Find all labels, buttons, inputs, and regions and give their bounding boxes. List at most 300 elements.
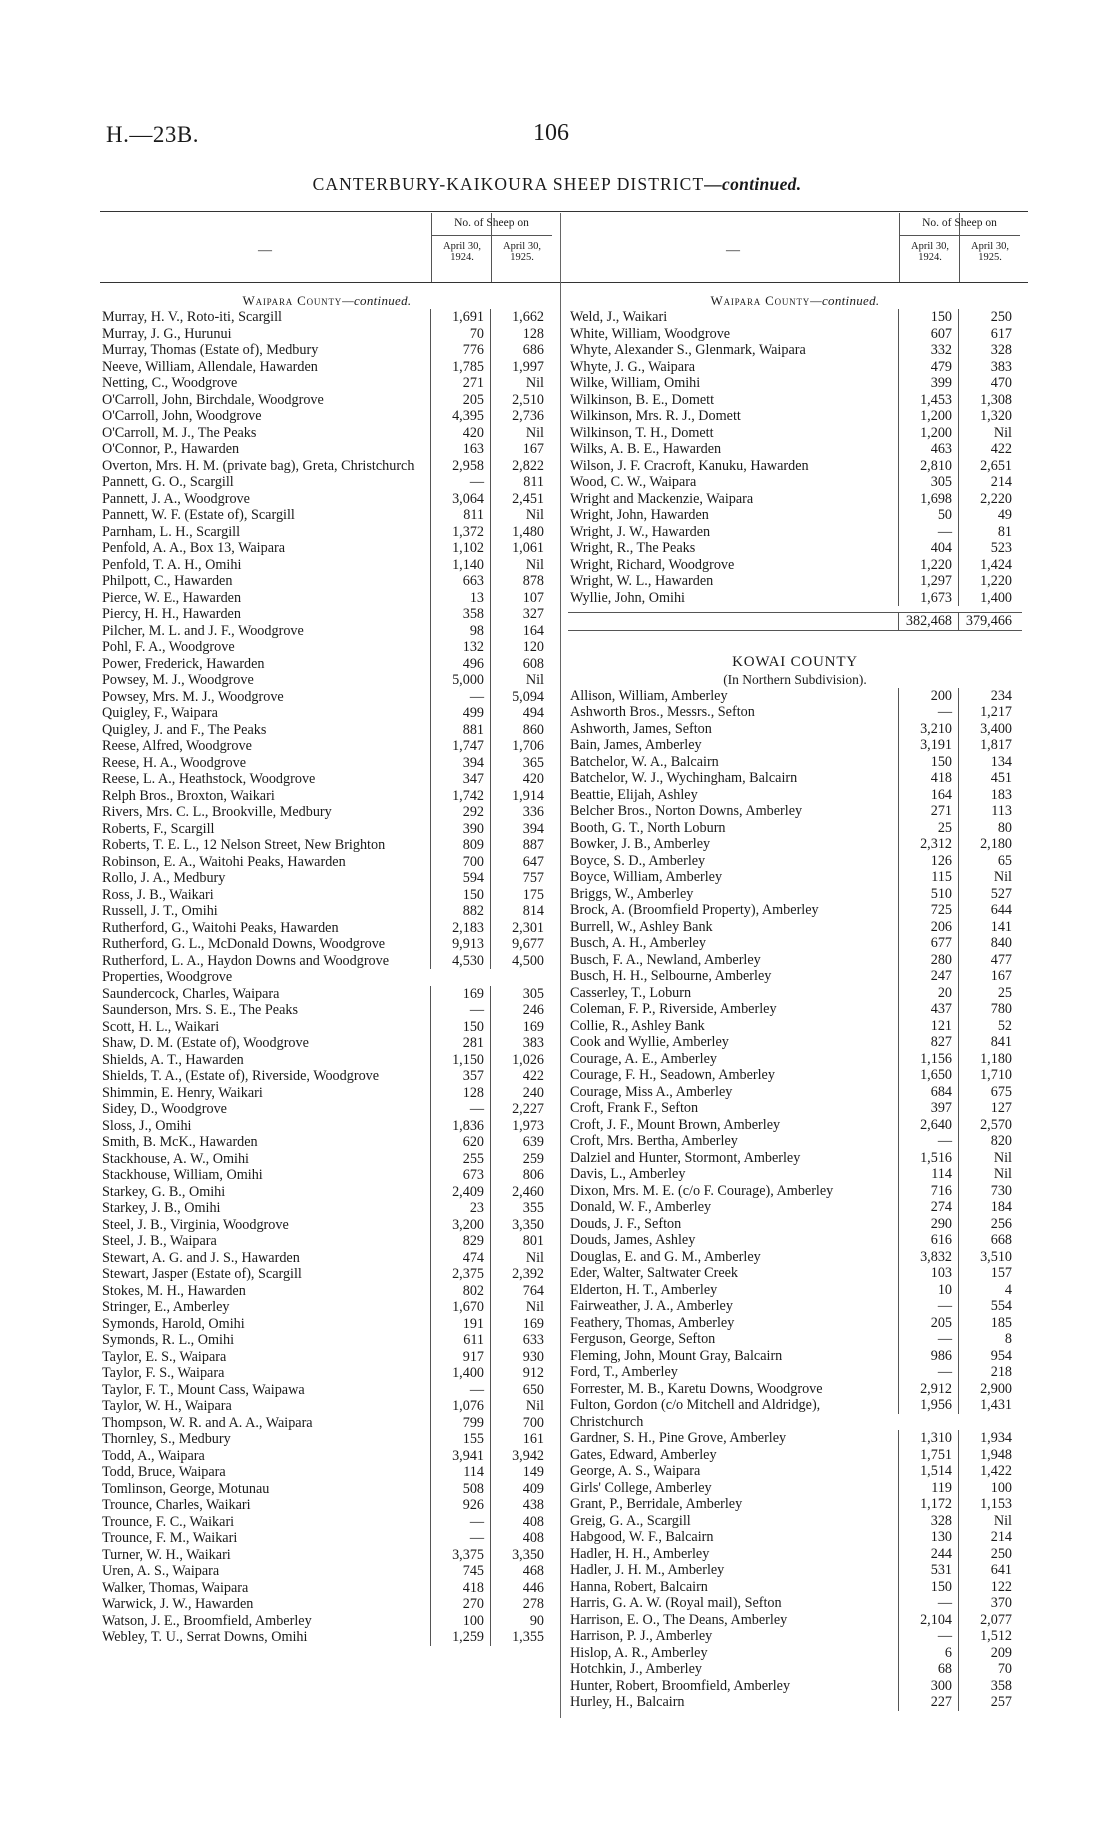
owner-name: Habgood, W. F., Balcairn bbox=[570, 1529, 714, 1545]
sheep-1924: 2,183 bbox=[430, 920, 490, 937]
owner-name: Fleming, John, Mount Gray, Balcairn bbox=[570, 1347, 783, 1364]
sheep-1924: 827 bbox=[898, 1034, 958, 1051]
table-row bbox=[100, 392, 554, 409]
table-row bbox=[568, 803, 1022, 820]
sheep-1925: Nil bbox=[490, 1299, 550, 1316]
sheep-1925: 1,480 bbox=[490, 524, 550, 541]
sheep-1924: 1,259 bbox=[430, 1629, 490, 1646]
title-suffix: —continued. bbox=[704, 174, 802, 194]
owner-name: Reese, H. A., Woodgrove bbox=[102, 754, 246, 771]
sheep-1925: 878 bbox=[490, 573, 550, 590]
column-separator bbox=[560, 213, 561, 1718]
table-row bbox=[568, 1183, 1022, 1200]
owner-name: Courage, A. E., Amberley bbox=[570, 1050, 717, 1067]
owner-name: Reese, Alfred, Woodgrove bbox=[102, 738, 252, 754]
owner-name: Pannett, J. A., Woodgrove bbox=[102, 490, 250, 507]
sheep-1925: 1,710 bbox=[958, 1067, 1018, 1084]
sheep-1925: 954 bbox=[958, 1348, 1018, 1365]
owner-name: Power, Frederick, Hawarden bbox=[102, 655, 265, 672]
sheep-1925: 841 bbox=[958, 1034, 1018, 1051]
table-row bbox=[568, 507, 1022, 524]
table-row bbox=[568, 985, 1022, 1002]
owner-name: Busch, H. H., Selbourne, Amberley bbox=[570, 968, 772, 984]
table-row bbox=[100, 1118, 554, 1135]
sheep-1925: 218 bbox=[958, 1364, 1018, 1381]
sheep-1924: 1,140 bbox=[430, 557, 490, 574]
sheep-1924: 802 bbox=[430, 1283, 490, 1300]
sheep-1925: 183 bbox=[958, 787, 1018, 804]
table-row bbox=[100, 1002, 554, 1019]
col-1925-header: April 30, 1925. bbox=[971, 241, 1009, 263]
table-row bbox=[568, 1381, 1022, 1398]
sheep-1924: 119 bbox=[898, 1480, 958, 1497]
sheep-1924: 2,810 bbox=[898, 458, 958, 475]
sheep-1924: 399 bbox=[898, 375, 958, 392]
sheep-1924: 390 bbox=[430, 821, 490, 838]
owner-name: Douglas, E. and G. M., Amberley bbox=[570, 1248, 761, 1265]
table-row bbox=[568, 474, 1022, 491]
table-row bbox=[100, 705, 554, 722]
sheep-1925: Nil bbox=[958, 1513, 1018, 1530]
sheep-1924: 809 bbox=[430, 837, 490, 854]
table-row bbox=[568, 524, 1022, 541]
owner-name: Croft, J. F., Mount Brown, Amberley bbox=[570, 1116, 781, 1133]
sheep-1924: — bbox=[898, 1331, 958, 1348]
sheep-1924: 418 bbox=[430, 1580, 490, 1597]
table-row bbox=[100, 557, 554, 574]
sheep-1925: 328 bbox=[958, 342, 1018, 359]
table-row bbox=[568, 1562, 1022, 1579]
owner-name: Uren, A. S., Waipara bbox=[102, 1563, 220, 1579]
table-row bbox=[568, 1232, 1022, 1249]
name-header: — bbox=[726, 243, 740, 258]
sheep-1924: 479 bbox=[898, 359, 958, 376]
table-row bbox=[100, 441, 554, 458]
sheep-1924: — bbox=[898, 1628, 958, 1645]
right-table-head bbox=[568, 213, 1022, 282]
owner-name: Saundercock, Charles, Waipara bbox=[102, 985, 280, 1002]
owner-name: Symonds, Harold, Omihi bbox=[102, 1315, 245, 1332]
owner-name: Neeve, William, Allendale, Hawarden bbox=[102, 358, 318, 375]
owner-name: Hotchkin, J., Amberley bbox=[570, 1661, 703, 1677]
owner-name: Relph Bros., Broxton, Waikari bbox=[102, 787, 275, 804]
sheep-1924: 510 bbox=[898, 886, 958, 903]
owner-name: Grant, P., Berridale, Amberley bbox=[570, 1496, 743, 1512]
owner-name: Wright and Mackenzie, Waipara bbox=[570, 490, 754, 507]
sheep-1925: 1,400 bbox=[958, 590, 1018, 607]
owner-name: Stringer, E., Amberley bbox=[102, 1299, 230, 1315]
table-row bbox=[568, 820, 1022, 837]
sheep-1924: 2,312 bbox=[898, 836, 958, 853]
sheep-1924: 3,200 bbox=[430, 1217, 490, 1234]
sheep-1924: 616 bbox=[898, 1232, 958, 1249]
owner-name: Wyllie, John, Omihi bbox=[570, 589, 686, 606]
owner-name: Warwick, J. W., Hawarden bbox=[102, 1596, 254, 1612]
sheep-1925: Nil bbox=[958, 425, 1018, 442]
owner-name: Stewart, Jasper (Estate of), Scargill bbox=[102, 1266, 302, 1282]
table-row bbox=[568, 737, 1022, 754]
sheep-1925: 686 bbox=[490, 342, 550, 359]
sheep-1924: 103 bbox=[898, 1265, 958, 1282]
table-row bbox=[100, 1464, 554, 1481]
sheep-1924: 881 bbox=[430, 722, 490, 739]
sheep-1925: 127 bbox=[958, 1100, 1018, 1117]
table-row bbox=[100, 804, 554, 821]
table-row bbox=[568, 952, 1022, 969]
table-row bbox=[568, 770, 1022, 787]
table-row bbox=[568, 326, 1022, 343]
table-row bbox=[100, 491, 554, 508]
sheep-1925: 2,736 bbox=[490, 408, 550, 425]
owner-name: White, William, Woodgrove bbox=[570, 325, 731, 342]
table-row bbox=[100, 1349, 554, 1366]
sheep-1924: 725 bbox=[898, 902, 958, 919]
table-row bbox=[100, 903, 554, 920]
owner-name: Murray, Thomas (Estate of), Medbury bbox=[102, 342, 319, 358]
table-row bbox=[100, 1035, 554, 1052]
sheep-1924: 2,104 bbox=[898, 1612, 958, 1629]
table-row bbox=[568, 1694, 1022, 1711]
table-row bbox=[100, 722, 554, 739]
owner-name: Scott, H. L., Waikari bbox=[102, 1018, 220, 1035]
sheep-group-header: No. of Sheep on bbox=[922, 217, 997, 229]
name-header: — bbox=[258, 243, 272, 258]
table-row bbox=[100, 474, 554, 491]
owner-name: Smith, B. McK., Hawarden bbox=[102, 1134, 258, 1150]
sheep-1924: 205 bbox=[898, 1315, 958, 1332]
owner-name: Pohl, F. A., Woodgrove bbox=[102, 639, 235, 655]
sheep-1924: 13 bbox=[430, 590, 490, 607]
table-row bbox=[100, 309, 554, 326]
owner-name: Thornley, S., Medbury bbox=[102, 1431, 231, 1447]
sheep-1924: 1,150 bbox=[430, 1052, 490, 1069]
sheep-1924: 290 bbox=[898, 1216, 958, 1233]
sheep-1925: 860 bbox=[490, 722, 550, 739]
sheep-1924: 745 bbox=[430, 1563, 490, 1580]
table-row bbox=[100, 1052, 554, 1069]
owner-name: Cook and Wyllie, Amberley bbox=[570, 1034, 729, 1050]
table-row bbox=[100, 1613, 554, 1630]
owner-name: Courage, Miss A., Amberley bbox=[570, 1083, 733, 1100]
table-row bbox=[100, 1481, 554, 1498]
sheep-1925: 80 bbox=[958, 820, 1018, 837]
table-row bbox=[568, 1034, 1022, 1051]
owner-name: Rollo, J. A., Medbury bbox=[102, 870, 226, 886]
sheep-1925: 408 bbox=[490, 1514, 550, 1531]
sheep-1924: — bbox=[898, 1364, 958, 1381]
sheep-1924: 121 bbox=[898, 1018, 958, 1035]
sheep-1925: 175 bbox=[490, 887, 550, 904]
sheep-1924: 100 bbox=[430, 1613, 490, 1630]
sheep-1924: 620 bbox=[430, 1134, 490, 1151]
owner-name: Ashworth, James, Sefton bbox=[570, 720, 712, 737]
right-rows bbox=[568, 309, 1022, 606]
table-row bbox=[568, 573, 1022, 590]
owner-name: Taylor, W. H., Waipara bbox=[102, 1398, 232, 1414]
sheep-1924: 10 bbox=[898, 1282, 958, 1299]
sheep-1925: 523 bbox=[958, 540, 1018, 557]
table-row bbox=[100, 854, 554, 871]
sheep-1925: 1,308 bbox=[958, 392, 1018, 409]
owner-name: Pilcher, M. L. and J. F., Woodgrove bbox=[102, 622, 304, 639]
owner-name: Rivers, Mrs. C. L., Brookville, Medbury bbox=[102, 804, 332, 820]
sheep-1925: 912 bbox=[490, 1365, 550, 1382]
section-heading: Waipara County—continued. bbox=[242, 293, 412, 308]
table-row bbox=[568, 1595, 1022, 1612]
table-row bbox=[100, 1497, 554, 1514]
table-row bbox=[100, 1580, 554, 1597]
sheep-1924: 684 bbox=[898, 1084, 958, 1101]
sheep-1924: 1,836 bbox=[430, 1118, 490, 1135]
owner-name: Weld, J., Waikari bbox=[570, 309, 668, 325]
owner-name: Harrison, P. J., Amberley bbox=[570, 1628, 713, 1644]
table-row bbox=[100, 1596, 554, 1613]
sheep-group-header: No. of Sheep on bbox=[454, 217, 529, 229]
table-row bbox=[100, 1134, 554, 1151]
left-column bbox=[100, 213, 554, 1646]
sheep-1925: 120 bbox=[490, 639, 550, 656]
sheep-1924: 463 bbox=[898, 441, 958, 458]
table-row bbox=[100, 1068, 554, 1085]
sheep-1925: 185 bbox=[958, 1315, 1018, 1332]
sheep-1924: — bbox=[898, 1133, 958, 1150]
sheep-1925: 394 bbox=[490, 821, 550, 838]
owner-name: Rutherford, L. A., Haydon Downs and Woodgrove Properties, Woodgrove bbox=[102, 952, 390, 985]
table-row bbox=[100, 1217, 554, 1234]
sheep-1925: 9,677 bbox=[490, 936, 550, 953]
sheep-1925: 494 bbox=[490, 705, 550, 722]
owner-name: Wright, W. L., Hawarden bbox=[570, 573, 714, 589]
owner-name: Davis, L., Amberley bbox=[570, 1166, 686, 1182]
table-row bbox=[100, 689, 554, 706]
sheep-1924: 1,156 bbox=[898, 1051, 958, 1068]
sheep-1924: 1,785 bbox=[430, 359, 490, 376]
owner-name: Whyte, Alexander S., Glenmark, Waipara bbox=[570, 342, 806, 358]
sheep-1924: 799 bbox=[430, 1415, 490, 1432]
table-row bbox=[568, 1463, 1022, 1480]
owner-name: Stackhouse, William, Omihi bbox=[102, 1167, 263, 1183]
sheep-1924: 1,297 bbox=[898, 573, 958, 590]
sheep-1924: 394 bbox=[430, 755, 490, 772]
total-1925: 379,466 bbox=[958, 613, 1018, 630]
page-ref: H.—23B. bbox=[106, 122, 199, 147]
table-row bbox=[100, 573, 554, 590]
sheep-1925: 438 bbox=[490, 1497, 550, 1514]
sheep-1925: 1,061 bbox=[490, 540, 550, 557]
table-row bbox=[568, 1018, 1022, 1035]
sheep-1924: — bbox=[430, 1002, 490, 1019]
sheep-1925: 305 bbox=[490, 986, 550, 1003]
table-row bbox=[100, 458, 554, 475]
sheep-1924: 130 bbox=[898, 1529, 958, 1546]
owner-name: Murray, J. G., Hurunui bbox=[102, 325, 232, 342]
sheep-1925: 2,077 bbox=[958, 1612, 1018, 1629]
sheep-1925: 90 bbox=[490, 1613, 550, 1630]
owner-name: Donald, W. F., Amberley bbox=[570, 1199, 712, 1215]
owner-name: Batchelor, W. A., Balcairn bbox=[570, 753, 719, 770]
owner-name: Shields, T. A., (Estate of), Riverside, Woodgrove bbox=[102, 1068, 380, 1084]
owner-name: Turner, W. H., Waikari bbox=[102, 1546, 231, 1563]
sheep-1925: 757 bbox=[490, 870, 550, 887]
right-column bbox=[568, 213, 1022, 1711]
owner-name: Netting, C., Woodgrove bbox=[102, 375, 238, 391]
table-row bbox=[568, 1298, 1022, 1315]
owner-name: Wright, J. W., Hawarden bbox=[570, 523, 711, 540]
table-row bbox=[100, 920, 554, 937]
sheep-1925: 617 bbox=[958, 326, 1018, 343]
table-row bbox=[568, 836, 1022, 853]
sheep-1925: 420 bbox=[490, 771, 550, 788]
sheep-1925: 336 bbox=[490, 804, 550, 821]
sheep-1925: 1,934 bbox=[958, 1430, 1018, 1447]
sheep-1924: 3,941 bbox=[430, 1448, 490, 1465]
table-row bbox=[568, 359, 1022, 376]
sheep-1924: 280 bbox=[898, 952, 958, 969]
table-row bbox=[100, 1266, 554, 1283]
sheep-1924: 1,670 bbox=[430, 1299, 490, 1316]
owner-name: Elderton, H. T., Amberley bbox=[570, 1281, 718, 1298]
owner-name: Wilks, A. B. E., Hawarden bbox=[570, 441, 722, 457]
owner-name: Briggs, W., Amberley bbox=[570, 885, 694, 902]
sheep-1924: 1,453 bbox=[898, 392, 958, 409]
sheep-1925: 383 bbox=[958, 359, 1018, 376]
table-row bbox=[568, 935, 1022, 952]
table-row bbox=[568, 1084, 1022, 1101]
sheep-1925: 167 bbox=[490, 441, 550, 458]
sheep-1924: 114 bbox=[430, 1464, 490, 1481]
left-table-head bbox=[100, 213, 554, 282]
sheep-1925: 1,431 bbox=[958, 1397, 1018, 1414]
sheep-1925: 422 bbox=[490, 1068, 550, 1085]
sheep-1924: 328 bbox=[898, 1513, 958, 1530]
top-rule bbox=[100, 211, 1028, 212]
sheep-1925: 408 bbox=[490, 1530, 550, 1547]
sheep-1925: 25 bbox=[958, 985, 1018, 1002]
table-row bbox=[100, 755, 554, 772]
owner-name: O'Carroll, John, Woodgrove bbox=[102, 408, 262, 424]
sheep-1924: 20 bbox=[898, 985, 958, 1002]
owner-name: Webley, T. U., Serrat Downs, Omihi bbox=[102, 1629, 308, 1645]
sheep-1924: 611 bbox=[430, 1332, 490, 1349]
sheep-1924: 1,076 bbox=[430, 1398, 490, 1415]
table-row bbox=[568, 1067, 1022, 1084]
sheep-1925: 1,217 bbox=[958, 704, 1018, 721]
sheep-1925: 70 bbox=[958, 1661, 1018, 1678]
sheep-1924: 607 bbox=[898, 326, 958, 343]
owner-name: Murray, H. V., Roto-iti, Scargill bbox=[102, 309, 282, 325]
owner-name: Starkey, J. B., Omihi bbox=[102, 1200, 221, 1216]
sheep-1925: 358 bbox=[958, 1678, 1018, 1695]
sheep-1924: 1,172 bbox=[898, 1496, 958, 1513]
sheep-1925: 1,512 bbox=[958, 1628, 1018, 1645]
sheep-1924: 3,375 bbox=[430, 1547, 490, 1564]
owner-name: Hurley, H., Balcairn bbox=[570, 1694, 685, 1710]
sheep-1925: 451 bbox=[958, 770, 1018, 787]
sheep-1925: 3,350 bbox=[490, 1547, 550, 1564]
owner-name: Reese, L. A., Heathstock, Woodgrove bbox=[102, 771, 316, 787]
table-row bbox=[100, 1629, 554, 1646]
sheep-1925: 164 bbox=[490, 623, 550, 640]
sheep-1925: 246 bbox=[490, 1002, 550, 1019]
owner-name: Gardner, S. H., Pine Grove, Amberley bbox=[570, 1430, 787, 1446]
owner-name: Stackhouse, A. W., Omihi bbox=[102, 1150, 249, 1167]
sheep-1924: 1,102 bbox=[430, 540, 490, 557]
sheep-1924: 2,912 bbox=[898, 1381, 958, 1398]
table-row bbox=[568, 392, 1022, 409]
table-row bbox=[568, 853, 1022, 870]
sheep-1925: 2,570 bbox=[958, 1117, 1018, 1134]
table-row bbox=[568, 1480, 1022, 1497]
sheep-1925: 4,500 bbox=[490, 953, 550, 970]
owner-name: Forrester, M. B., Karetu Downs, Woodgrove bbox=[570, 1380, 823, 1397]
sheep-1925: 647 bbox=[490, 854, 550, 871]
sheep-1924: 150 bbox=[430, 1019, 490, 1036]
sheep-1924: 420 bbox=[430, 425, 490, 442]
table-row bbox=[100, 1448, 554, 1465]
sheep-1924: 1,751 bbox=[898, 1447, 958, 1464]
table-row bbox=[100, 837, 554, 854]
table-row bbox=[568, 458, 1022, 475]
table-row bbox=[568, 1199, 1022, 1216]
owner-name: Batchelor, W. J., Wychingham, Balcairn bbox=[570, 770, 798, 786]
table-row bbox=[100, 1332, 554, 1349]
table-row bbox=[568, 1529, 1022, 1546]
sheep-1925: 370 bbox=[958, 1595, 1018, 1612]
sheep-1924: — bbox=[898, 1595, 958, 1612]
table-row bbox=[568, 869, 1022, 886]
owner-name: Sloss, J., Omihi bbox=[102, 1117, 192, 1134]
sheep-1925: Nil bbox=[490, 1250, 550, 1267]
owner-name: Casserley, T., Loburn bbox=[570, 984, 692, 1001]
table-row bbox=[568, 540, 1022, 557]
sheep-1924: 4,530 bbox=[430, 953, 490, 970]
sheep-1924: 673 bbox=[430, 1167, 490, 1184]
sheep-1924: 474 bbox=[430, 1250, 490, 1267]
table-row bbox=[100, 1151, 554, 1168]
sheep-1925: 257 bbox=[958, 1694, 1018, 1711]
owner-name: Starkey, G. B., Omihi bbox=[102, 1183, 226, 1200]
owner-name: Saunderson, Mrs. S. E., The Peaks bbox=[102, 1002, 298, 1018]
table-row bbox=[100, 1233, 554, 1250]
owner-name: Powsey, Mrs. M. J., Woodgrove bbox=[102, 688, 284, 705]
sheep-1925: 157 bbox=[958, 1265, 1018, 1282]
table-row bbox=[568, 1612, 1022, 1629]
owner-name: Robinson, E. A., Waitohi Peaks, Hawarden bbox=[102, 853, 346, 870]
table-row bbox=[100, 590, 554, 607]
sheep-1924: 1,742 bbox=[430, 788, 490, 805]
sheep-1924: 292 bbox=[430, 804, 490, 821]
table-row bbox=[100, 1563, 554, 1580]
owner-name: Wilke, William, Omihi bbox=[570, 375, 701, 391]
sheep-1925: 930 bbox=[490, 1349, 550, 1366]
owner-name: Quigley, F., Waipara bbox=[102, 705, 218, 721]
table-row bbox=[100, 1530, 554, 1547]
page-number: 106 bbox=[533, 120, 569, 146]
sheep-1925: 1,662 bbox=[490, 309, 550, 326]
table-row bbox=[568, 342, 1022, 359]
total-1924: 382,468 bbox=[898, 613, 958, 630]
sheep-1925: Nil bbox=[958, 1150, 1018, 1167]
sheep-1925: 256 bbox=[958, 1216, 1018, 1233]
table-row bbox=[100, 672, 554, 689]
county-total-row bbox=[568, 612, 1022, 631]
owner-name: Trounce, F. M., Waikari bbox=[102, 1530, 238, 1546]
owner-name: Sidey, D., Woodgrove bbox=[102, 1101, 227, 1117]
sheep-1924: 531 bbox=[898, 1562, 958, 1579]
sheep-1924: 1,372 bbox=[430, 524, 490, 541]
sheep-1924: 150 bbox=[898, 1579, 958, 1596]
table-row bbox=[100, 1415, 554, 1432]
